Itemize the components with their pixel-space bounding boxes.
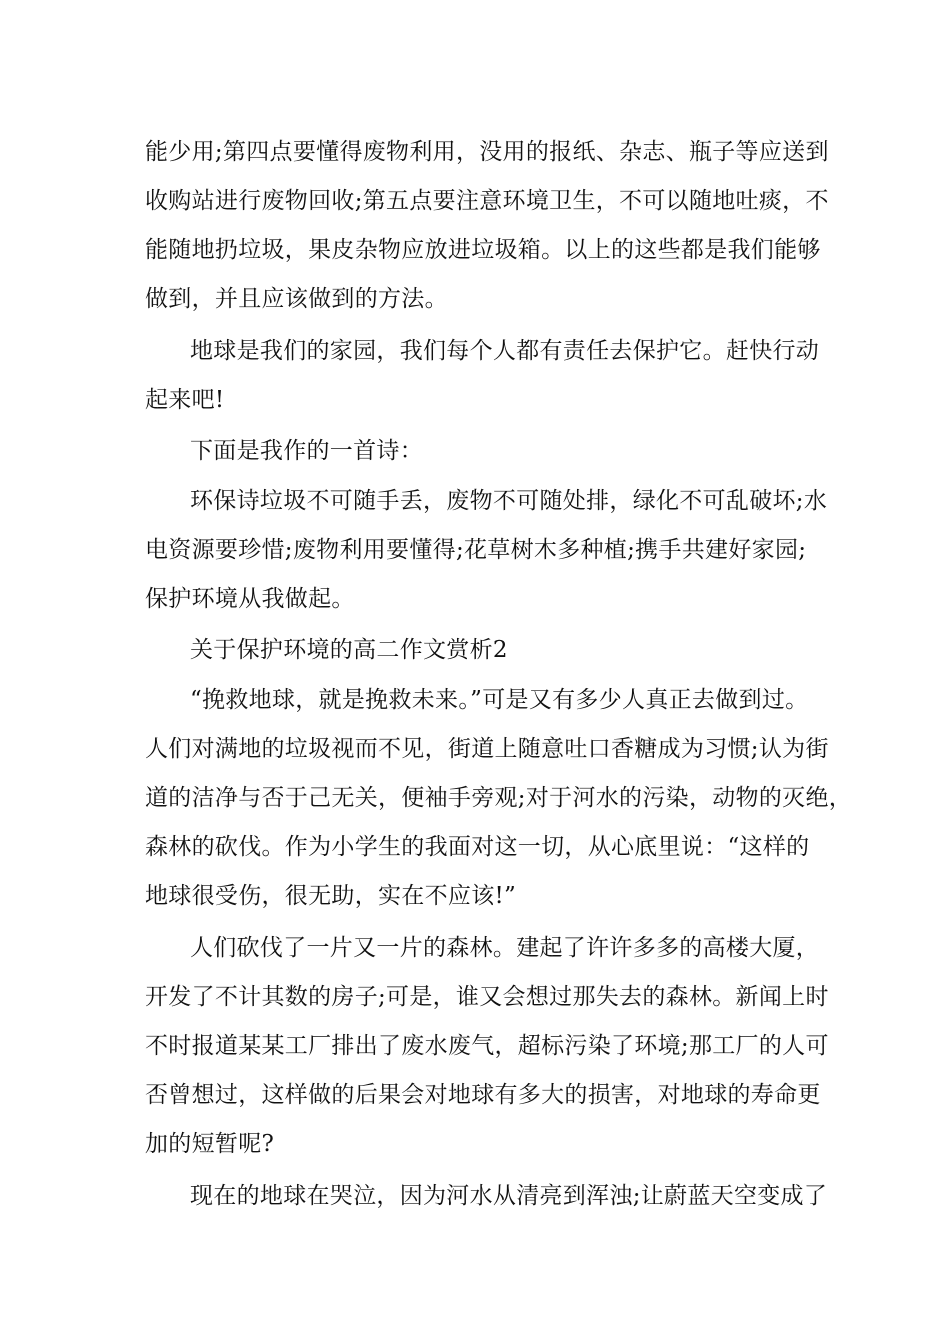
- text-line: 人们对满地的垃圾视而不见，街道上随意吐口香糖成为习惯;认为街: [145, 736, 829, 762]
- text-line: 起来吧!: [145, 387, 225, 413]
- text-line: 做到，并且应该做到的方法。: [145, 286, 448, 312]
- text-line: 不时报道某某工厂排出了废水废气，超标污染了环境;那工厂的人可: [145, 1033, 829, 1059]
- text-line: 地球很受伤，很无助，实在不应该!”: [145, 883, 517, 909]
- text-line: 电资源要珍惜;废物利用要懂得;花草树木多种植;携手共建好家园;: [145, 537, 807, 563]
- text-line: 加的短暂呢?: [145, 1131, 275, 1157]
- text-line: 人们砍伐了一片又一片的森林。建起了许许多多的高楼大厦，: [190, 935, 820, 961]
- text-line: 否曾想过，这样做的后果会对地球有多大的损害，对地球的寿命更: [145, 1082, 821, 1108]
- text-line: 森林的砍伐。作为小学生的我面对这一切，从心底里说：“这样的: [145, 834, 810, 860]
- text-line: 道的洁净与否于己无关，便袖手旁观;对于河水的污染，动物的灭绝，: [145, 785, 853, 811]
- text-line: 开发了不计其数的房子;可是，谁又会想过那失去的森林。新闻上时: [145, 984, 829, 1010]
- text-line: 能少用;第四点要懂得废物利用，没用的报纸、杂志、瓶子等应送到: [145, 139, 829, 165]
- text-line: 保护环境从我做起。: [145, 586, 355, 612]
- text-line: 下面是我作的一首诗：: [190, 438, 423, 464]
- text-line: 地球是我们的家园，我们每个人都有责任去保护它。赶快行动: [190, 338, 820, 364]
- section-heading: 关于保护环境的高二作文赏析2: [190, 637, 508, 663]
- text-line: 环保诗垃圾不可随手丢，废物不可随处排，绿化不可乱破坏;水: [190, 488, 828, 514]
- text-line: 能随地扔垃圾，果皮杂物应放进垃圾箱。以上的这些都是我们能够: [145, 237, 821, 263]
- text-line: 收购站进行废物回收;第五点要注意环境卫生，不可以随地吐痰，不: [145, 188, 829, 214]
- text-line: “挽救地球，就是挽救未来。”可是又有多少人真正去做到过。: [190, 687, 809, 713]
- text-line: 现在的地球在哭泣，因为河水从清亮到浑浊;让蔚蓝天空变成了: [190, 1183, 828, 1209]
